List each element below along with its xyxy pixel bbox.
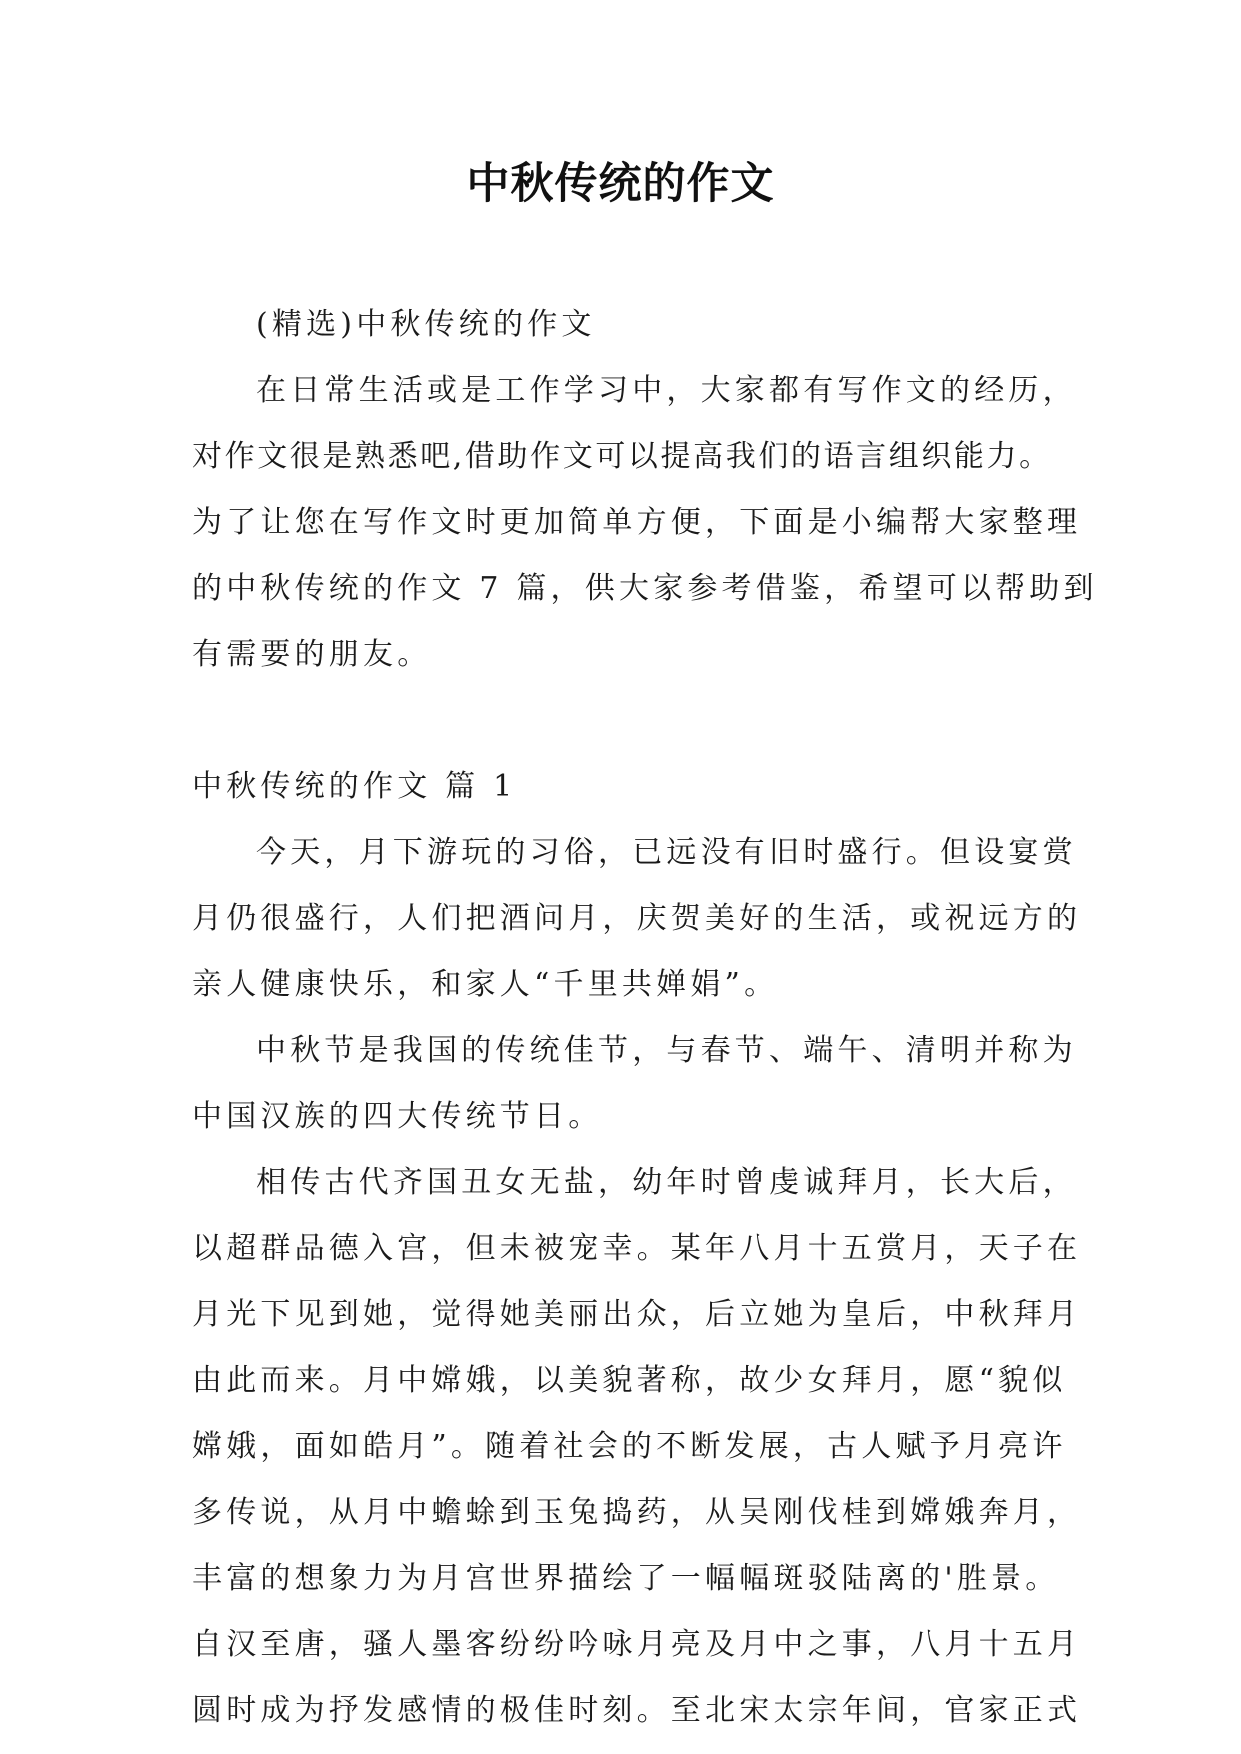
paragraph-line: 在日常生活或是工作学习中，大家都有写作文的经历，: [256, 373, 1077, 408]
paragraph-spacer: [192, 688, 1062, 754]
paragraph-line: 中秋节是我国的传统佳节，与春节、端午、清明并称为: [256, 1033, 1077, 1068]
paragraph-line: 为了让您在写作文时更加简单方便，下面是小编帮大家整理: [192, 505, 1082, 540]
paragraph-line: 以超群品德入宫，但未被宠幸。某年八月十五赏月，天子在: [192, 1231, 1082, 1266]
document-title: 中秋传统的作文: [466, 159, 775, 209]
paragraph-line: 亲人健康快乐，和家人“千里共婵娟”。: [192, 967, 779, 1002]
paragraph-line: 今天，月下游玩的习俗，已远没有旧时盛行。但设宴赏: [256, 835, 1077, 870]
paragraph-line: 圆时成为抒发感情的极佳时刻。至北宋太宗年间，官家正式: [192, 1693, 1082, 1728]
paragraph-line: 多传说，从月中蟾蜍到玉兔捣药，从吴刚伐桂到嫦娥奔月，: [192, 1495, 1082, 1530]
paragraph-line: 由此而来。月中嫦娥，以美貌著称，故少女拜月，愿“貌似: [192, 1363, 1067, 1398]
paragraph-line: 有需要的朋友。: [192, 637, 432, 672]
paragraph-line: 相传古代齐国丑女无盐，幼年时曾虔诚拜月，长大后，: [256, 1165, 1077, 1200]
paragraph-line: 月仍很盛行，人们把酒问月，庆贺美好的生活，或祝远方的: [192, 901, 1082, 936]
subtitle-line: (精选)中秋传统的作文: [256, 307, 596, 342]
intro-paragraph: [192, 358, 1098, 688]
paragraph-line: 的中秋传统的作文 7 篇，供大家参考借鉴，希望可以帮助到: [192, 571, 1098, 606]
paragraph-line: 丰富的想象力为月宫世界描绘了一幅幅斑驳陆离的'胜景。: [192, 1561, 1060, 1596]
document-body: [192, 292, 1098, 1744]
paragraph-line: 自汉至唐，骚人墨客纷纷吟咏月亮及月中之事，八月十五月: [192, 1627, 1082, 1662]
paragraph-3: [192, 1150, 1082, 1744]
paragraph-line: 中国汉族的四大传统节日。: [192, 1099, 603, 1134]
paragraph-line: 嫦娥，面如皓月”。随着社会的不断发展，古人赋予月亮许: [192, 1429, 1067, 1464]
paragraph-line: 对作文很是熟悉吧,借助作文可以提高我们的语言组织能力。: [192, 439, 1052, 474]
paragraph-2: [192, 1018, 1077, 1150]
paragraph-line: 月光下见到她，觉得她美丽出众，后立她为皇后，中秋拜月: [192, 1297, 1082, 1332]
paragraph-1: [192, 820, 1082, 1018]
section-heading: 中秋传统的作文 篇 1: [192, 769, 517, 804]
